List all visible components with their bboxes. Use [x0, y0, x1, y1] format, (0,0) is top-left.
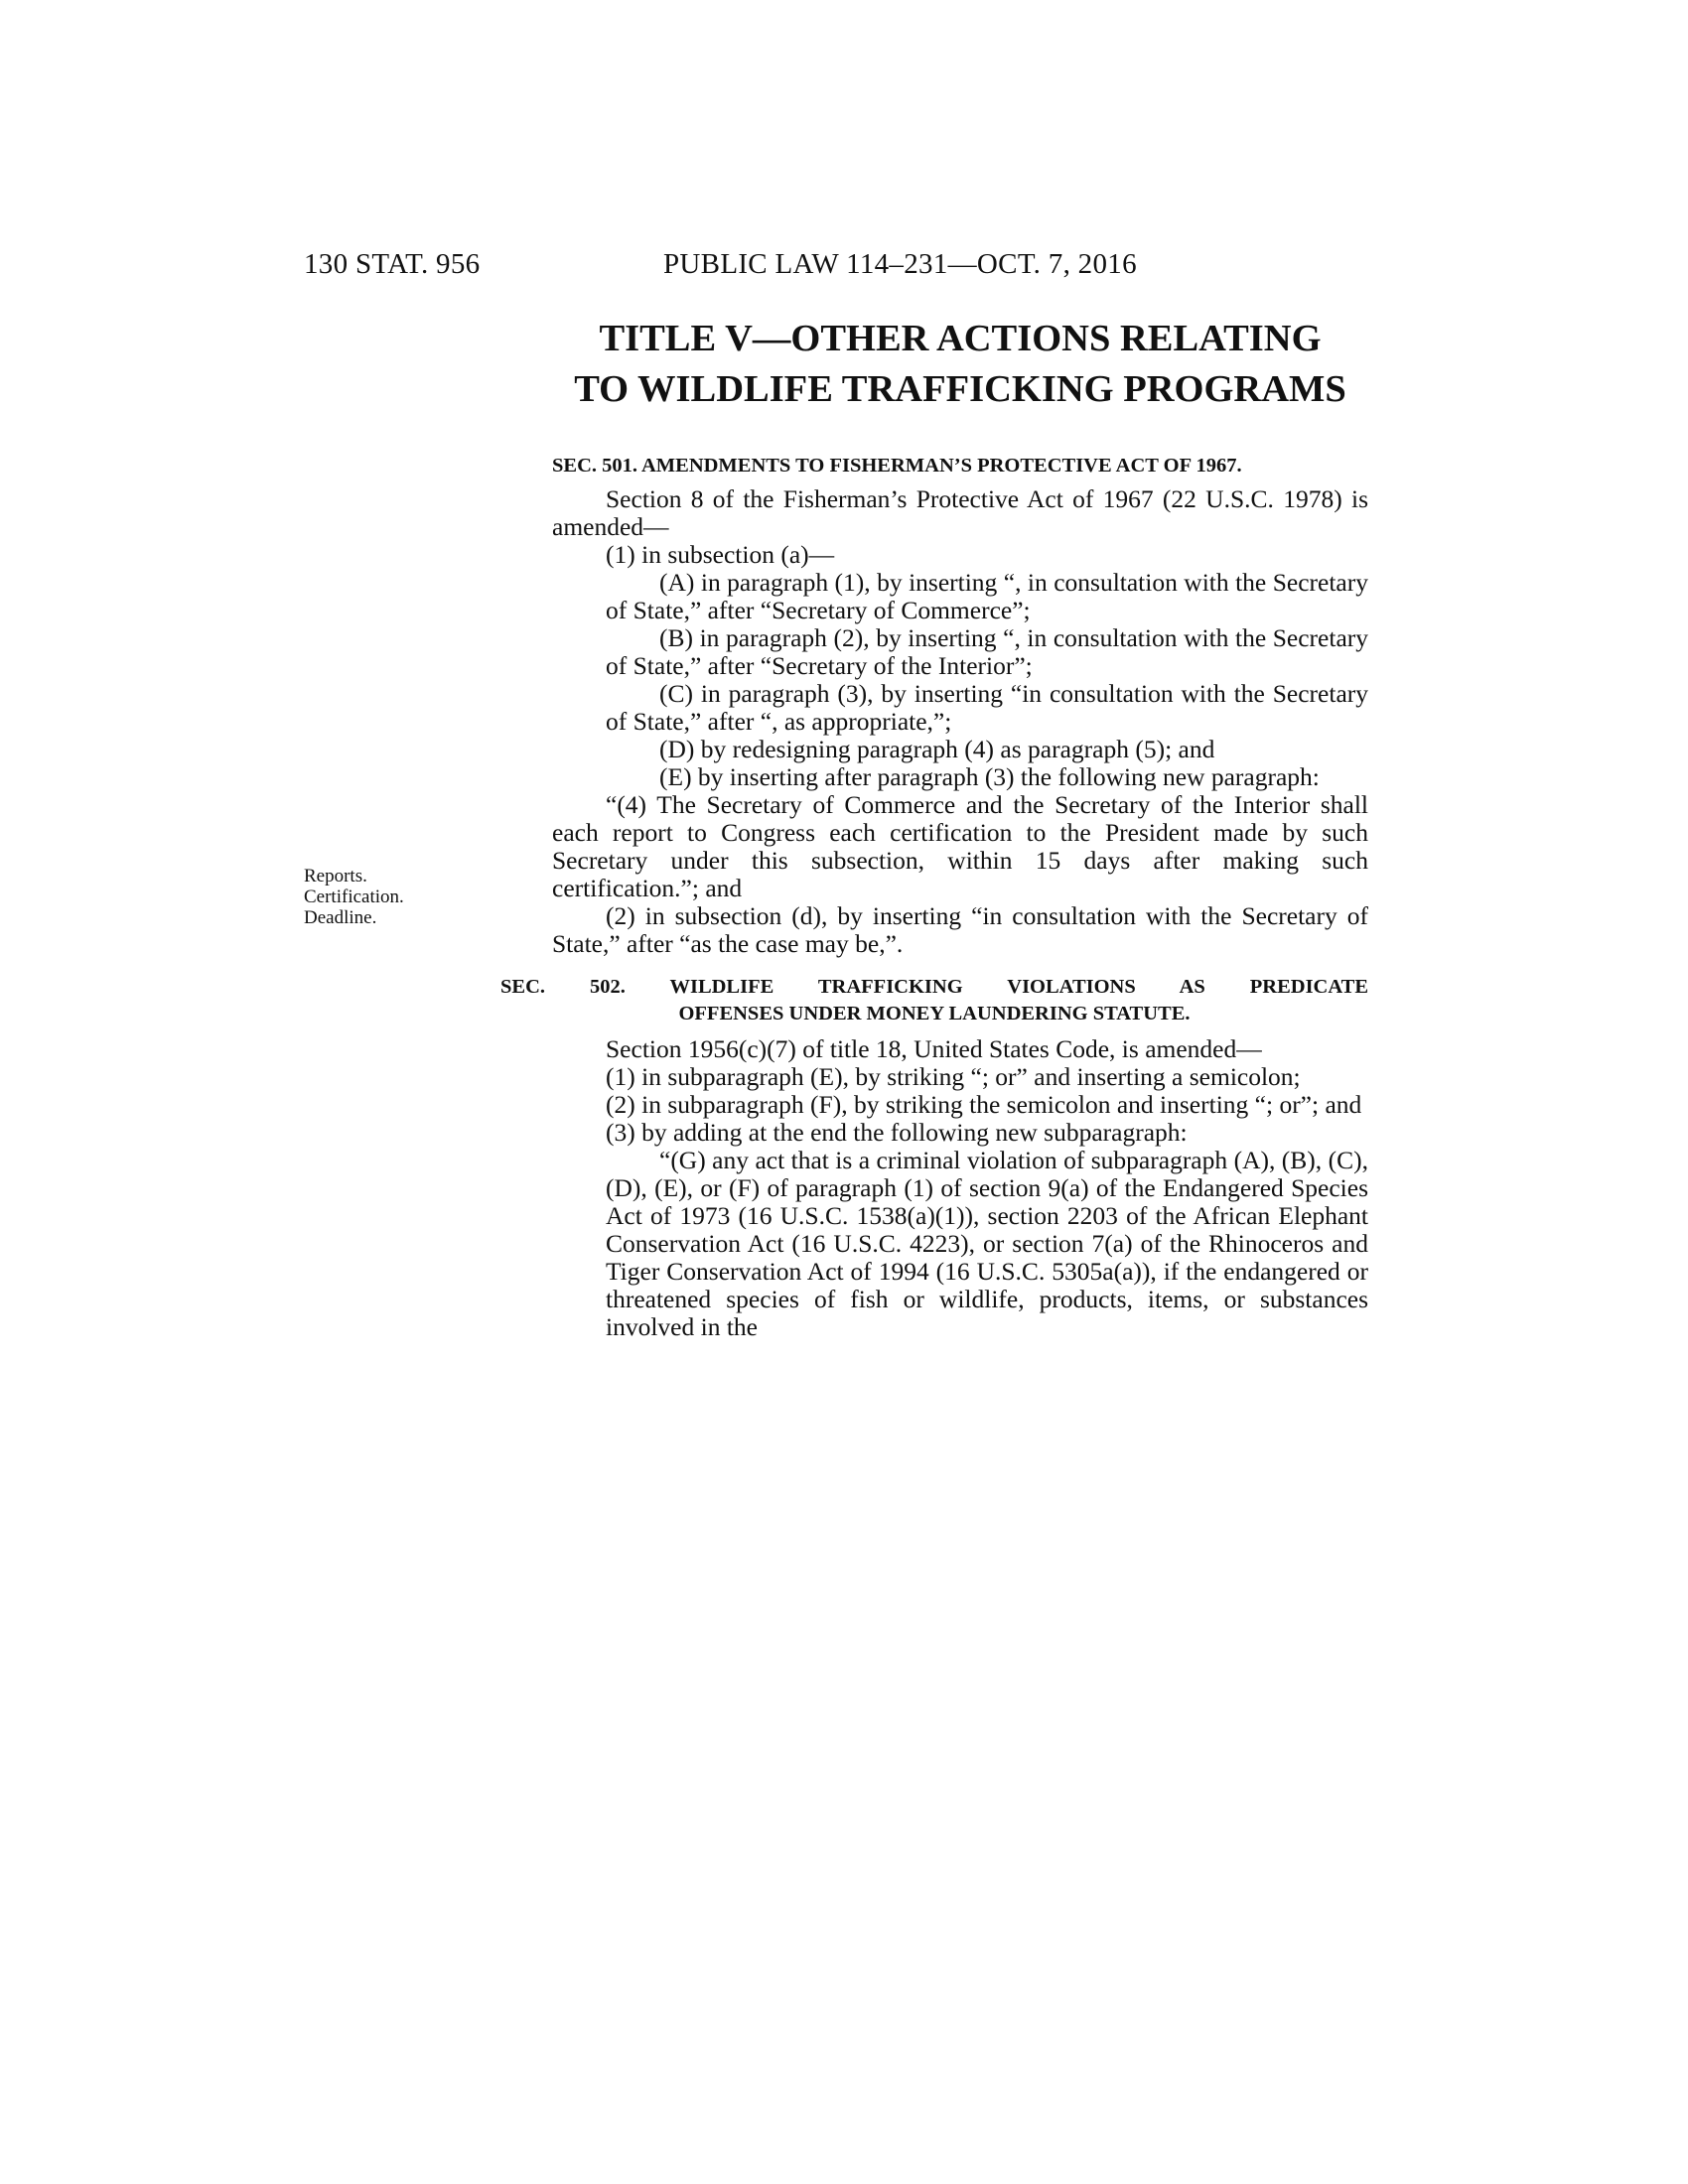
section-501-item-1: (1) in subsection (a)— — [606, 540, 835, 569]
section-502-item-1: (1) in subparagraph (E), by striking “; or” and inserting a semicolon; — [606, 1062, 1301, 1091]
margin-notes — [304, 866, 463, 928]
title-line-2: TO WILDLIFE TRAFFICKING PROGRAMS — [574, 368, 1346, 410]
section-502-intro: Section 1956(c)(7) of title 18, United States Code, is amended— — [606, 1034, 1262, 1063]
section-502-body — [552, 1035, 1368, 1341]
document-body — [500, 314, 1368, 1341]
stat-reference: 130 STAT. 956 — [304, 248, 481, 280]
section-502-item-3: (3) by adding at the end the following new subparagraph: — [606, 1118, 1188, 1147]
section-501-item-1a: (A) in paragraph (1), by inserting “, in consultation with the Secretary of State,” after “Secretary of Commerce”; — [606, 568, 1368, 624]
margin-note-certification: Certification. — [304, 887, 404, 907]
section-502-heading-line-2: OFFENSES UNDER MONEY LAUNDERING STATUTE. — [678, 1003, 1191, 1024]
section-501-item-1d: (D) by redesigning paragraph (4) as paragraph (5); and — [659, 735, 1215, 763]
section-501-item-1b: (B) in paragraph (2), by inserting “, in consultation with the Secretary of State,” after “Secretary of the Interior”; — [606, 623, 1368, 680]
section-501-item-1c: (C) in paragraph (3), by inserting “in consultation with the Secretary of State,” after “, as appropriate,”; — [606, 679, 1368, 736]
section-501-body — [552, 485, 1368, 958]
law-reference: PUBLIC LAW 114–231—OCT. 7, 2016 — [663, 248, 1137, 280]
title-line-1: TITLE V—OTHER ACTIONS RELATING — [599, 318, 1322, 359]
section-502-quote-g: “(G) any act that is a criminal violation of subparagraph (A), (B), (C), (D), (E), or (F) of paragraph (1) of section 9(a) of the Endangered Species Act of 1973 (16 U.S.C. 1538(a)(1)), section 2203 of the African Elephant Conservation Act (16 U.S.C. 4223), or section 7(a) of the Rhinoceros and Tiger Conservation Act of 1994 (16 U.S.C. 5305a(a)), if the endangered or threatened species of fish or wildlife, products, items, or substances involved in the — [606, 1146, 1368, 1341]
margin-note-reports: Reports. — [304, 866, 367, 887]
section-501-item-1e: (E) by inserting after paragraph (3) the following new paragraph: — [659, 762, 1320, 791]
section-502-heading-line-1: SEC. 502. WILDLIFE TRAFFICKING VIOLATIONS AS PREDICATE — [500, 976, 1368, 998]
section-501-intro: Section 8 of the Fisherman’s Protective Act of 1967 (22 U.S.C. 1978) is amended— — [552, 484, 1368, 541]
section-501-item-2: (2) in subsection (d), by inserting “in consultation with the Secretary of State,” after “as the case may be,”. — [552, 901, 1368, 958]
section-501-quote-4: “(4) The Secretary of Commerce and the Secretary of the Interior shall each report to Congress each certification to the President made by such Secretary under this subsection, within 15 days after making such certification.”; and — [552, 790, 1368, 902]
section-501-heading: SEC. 501. AMENDMENTS TO FISHERMAN’S PROTECTIVE ACT OF 1967. — [552, 455, 1242, 477]
section-502-heading — [500, 974, 1368, 1027]
margin-note-deadline: Deadline. — [304, 907, 377, 928]
section-502-item-2: (2) in subparagraph (F), by striking the semicolon and inserting “; or”; and — [606, 1090, 1362, 1119]
